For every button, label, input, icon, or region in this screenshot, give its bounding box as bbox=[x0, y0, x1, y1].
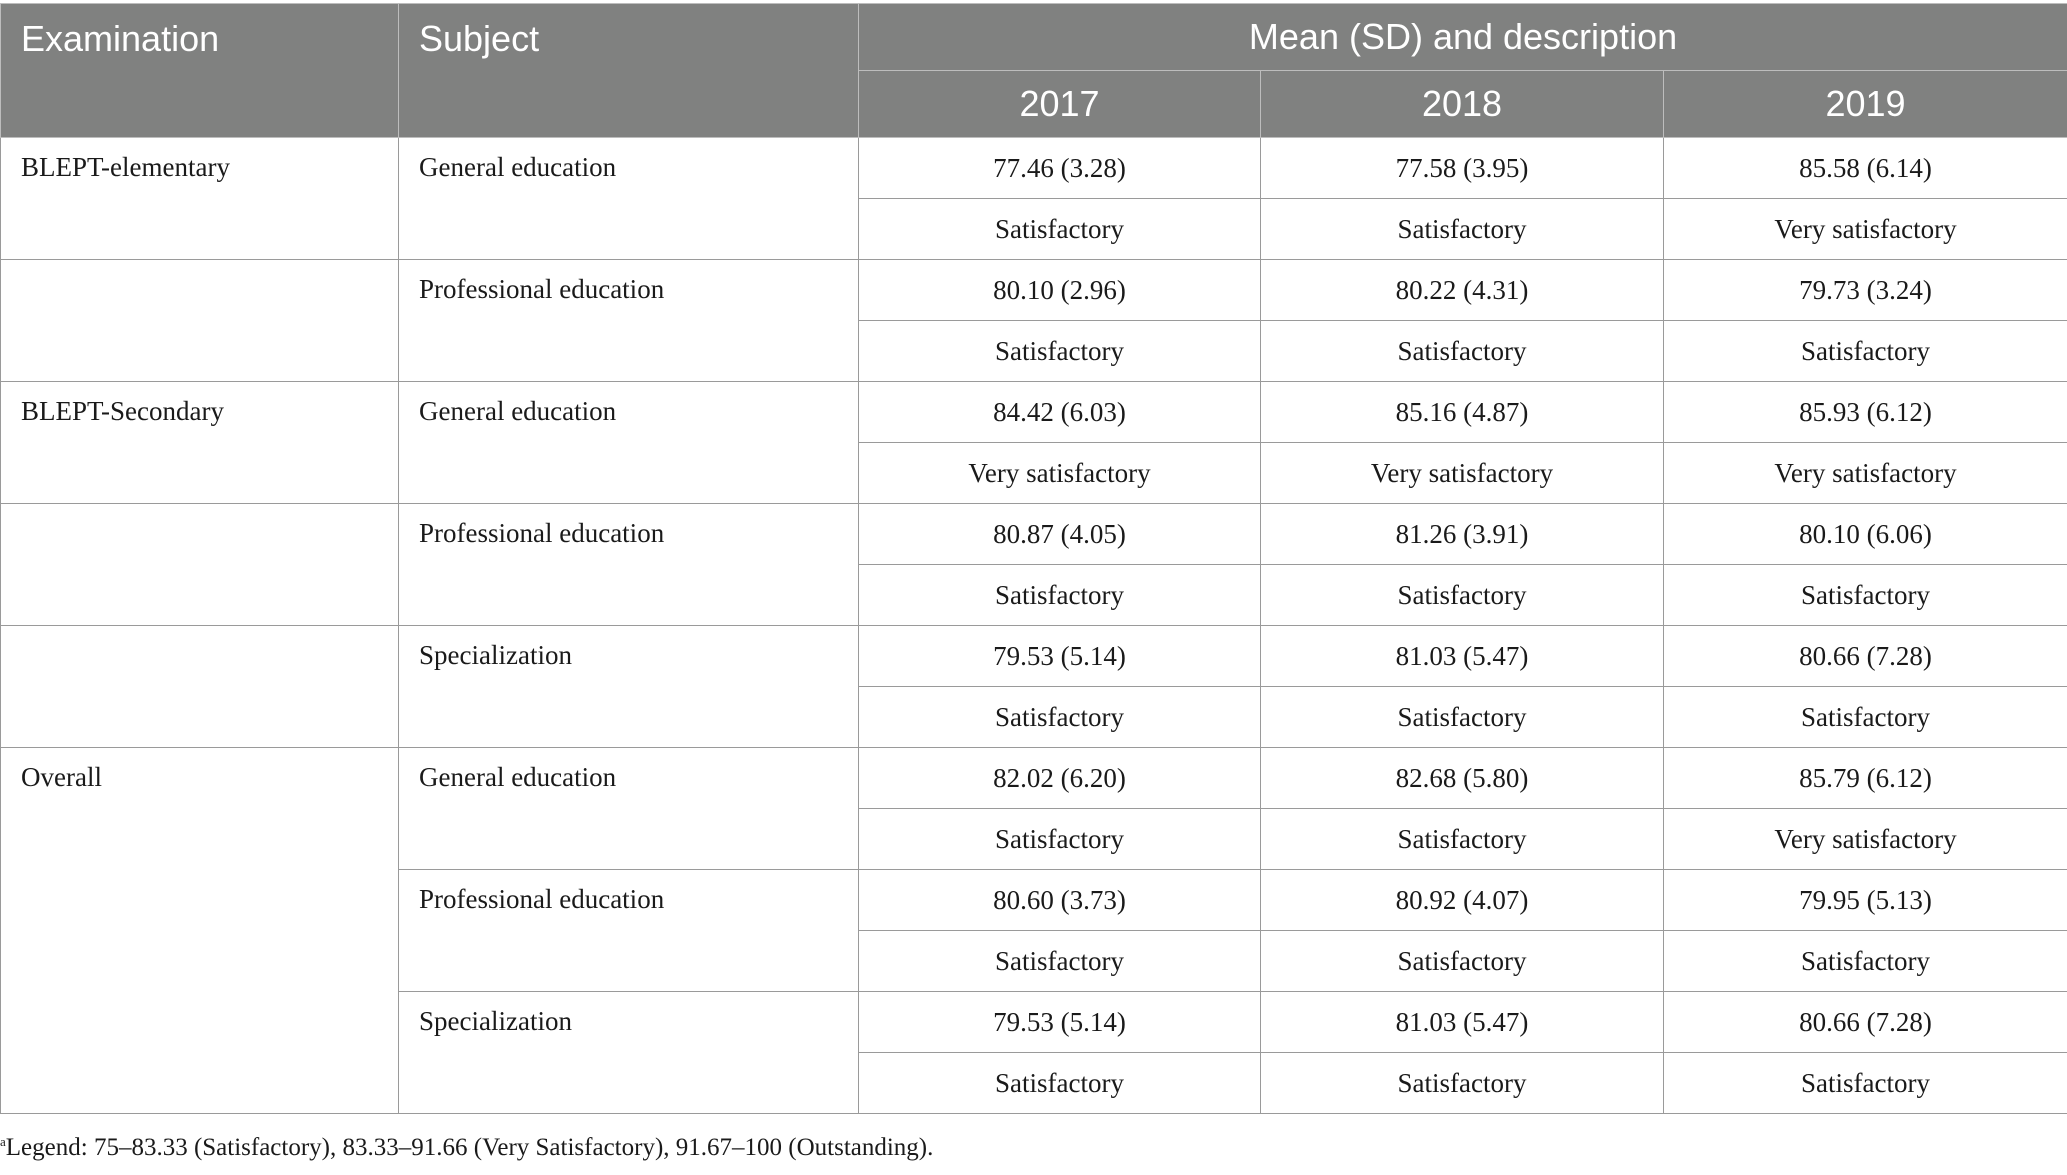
examination-cell: Overall bbox=[1, 748, 399, 1114]
subject-cell: Specialization bbox=[399, 992, 859, 1114]
mean-cell: 79.95 (5.13) bbox=[1664, 870, 2067, 931]
table-row bbox=[1, 382, 2067, 443]
subject-cell: Professional education bbox=[399, 870, 859, 992]
description-cell: Satisfactory bbox=[1261, 809, 1664, 870]
description-cell: Satisfactory bbox=[1261, 321, 1664, 382]
mean-cell: 81.26 (3.91) bbox=[1261, 504, 1664, 565]
mean-cell: 85.58 (6.14) bbox=[1664, 138, 2067, 199]
mean-cell: 80.22 (4.31) bbox=[1261, 260, 1664, 321]
mean-cell: 80.10 (2.96) bbox=[859, 260, 1261, 321]
mean-cell: 80.92 (4.07) bbox=[1261, 870, 1664, 931]
description-cell: Very satisfactory bbox=[1664, 809, 2067, 870]
subject-cell: Professional education bbox=[399, 504, 859, 626]
header-examination: Examination bbox=[1, 4, 399, 138]
description-cell: Satisfactory bbox=[859, 687, 1261, 748]
mean-cell: 85.16 (4.87) bbox=[1261, 382, 1664, 443]
mean-cell: 79.53 (5.14) bbox=[859, 992, 1261, 1053]
table-footnote bbox=[0, 1134, 933, 1162]
table-row bbox=[1, 748, 2067, 809]
description-cell: Satisfactory bbox=[1664, 931, 2067, 992]
subject-cell: General education bbox=[399, 382, 859, 504]
description-cell: Satisfactory bbox=[859, 931, 1261, 992]
description-cell: Satisfactory bbox=[1261, 931, 1664, 992]
mean-cell: 79.73 (3.24) bbox=[1664, 260, 2067, 321]
mean-cell: 79.53 (5.14) bbox=[859, 626, 1261, 687]
description-cell: Satisfactory bbox=[1261, 687, 1664, 748]
mean-cell: 77.58 (3.95) bbox=[1261, 138, 1664, 199]
table-row bbox=[1, 260, 2067, 321]
description-cell: Very satisfactory bbox=[1664, 443, 2067, 504]
mean-cell: 82.68 (5.80) bbox=[1261, 748, 1664, 809]
mean-cell: 80.66 (7.28) bbox=[1664, 992, 2067, 1053]
description-cell: Satisfactory bbox=[859, 809, 1261, 870]
description-cell: Satisfactory bbox=[1664, 1053, 2067, 1114]
examination-cell bbox=[1, 626, 399, 748]
mean-cell: 80.10 (6.06) bbox=[1664, 504, 2067, 565]
description-cell: Satisfactory bbox=[1261, 1053, 1664, 1114]
description-cell: Very satisfactory bbox=[1261, 443, 1664, 504]
examination-cell: BLEPT-Secondary bbox=[1, 382, 399, 504]
mean-cell: 80.87 (4.05) bbox=[859, 504, 1261, 565]
description-cell: Satisfactory bbox=[859, 565, 1261, 626]
table-row bbox=[1, 626, 2067, 687]
examination-cell bbox=[1, 260, 399, 382]
description-cell: Satisfactory bbox=[859, 199, 1261, 260]
description-cell: Satisfactory bbox=[1261, 199, 1664, 260]
examination-cell: BLEPT-elementary bbox=[1, 138, 399, 260]
description-cell: Satisfactory bbox=[1261, 565, 1664, 626]
header-year-2017: 2017 bbox=[859, 71, 1261, 138]
subject-cell: General education bbox=[399, 748, 859, 870]
header-mean-sd: Mean (SD) and description bbox=[859, 4, 2067, 71]
header-row bbox=[1, 4, 2067, 71]
mean-cell: 80.60 (3.73) bbox=[859, 870, 1261, 931]
mean-cell: 82.02 (6.20) bbox=[859, 748, 1261, 809]
header-year-2018: 2018 bbox=[1261, 71, 1664, 138]
subject-cell: General education bbox=[399, 138, 859, 260]
footnote-text: Legend: 75–83.33 (Satisfactory), 83.33–91.66 (Very Satisfactory), 91.67–100 (Outstanding). bbox=[5, 1134, 934, 1161]
header-subject: Subject bbox=[399, 4, 859, 138]
mean-cell: 84.42 (6.03) bbox=[859, 382, 1261, 443]
description-cell: Satisfactory bbox=[1664, 321, 2067, 382]
table-body bbox=[1, 138, 2067, 1114]
examination-cell bbox=[1, 504, 399, 626]
description-cell: Satisfactory bbox=[1664, 565, 2067, 626]
mean-cell: 80.66 (7.28) bbox=[1664, 626, 2067, 687]
description-cell: Satisfactory bbox=[1664, 687, 2067, 748]
table-row bbox=[1, 504, 2067, 565]
table-row bbox=[1, 138, 2067, 199]
mean-cell: 81.03 (5.47) bbox=[1261, 626, 1664, 687]
mean-cell: 85.93 (6.12) bbox=[1664, 382, 2067, 443]
mean-cell: 85.79 (6.12) bbox=[1664, 748, 2067, 809]
description-cell: Satisfactory bbox=[859, 1053, 1261, 1114]
subject-cell: Specialization bbox=[399, 626, 859, 748]
header-year-2019: 2019 bbox=[1664, 71, 2067, 138]
subject-cell: Professional education bbox=[399, 260, 859, 382]
mean-cell: 77.46 (3.28) bbox=[859, 138, 1261, 199]
description-cell: Satisfactory bbox=[859, 321, 1261, 382]
footnote-marker: a bbox=[0, 1134, 6, 1149]
results-table bbox=[0, 3, 2067, 1114]
mean-cell: 81.03 (5.47) bbox=[1261, 992, 1664, 1053]
table-header bbox=[1, 4, 2067, 138]
description-cell: Very satisfactory bbox=[859, 443, 1261, 504]
description-cell: Very satisfactory bbox=[1664, 199, 2067, 260]
